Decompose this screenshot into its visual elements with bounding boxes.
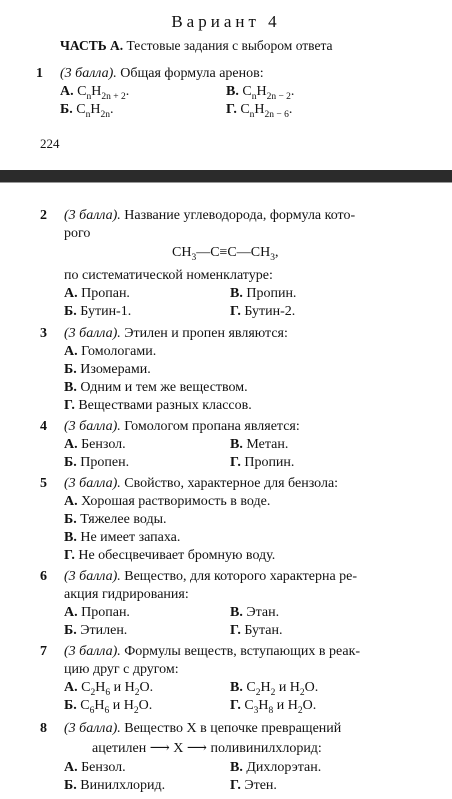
option xyxy=(64,286,130,302)
option-text: Не обесцвечивает бромную воду. xyxy=(78,548,276,563)
part-heading xyxy=(60,38,333,54)
option-letter: Г. xyxy=(230,623,241,638)
question-points: (3 балла). xyxy=(64,644,121,659)
option-text: Веществами разных классов. xyxy=(78,398,252,413)
question-text xyxy=(64,419,300,435)
variant-title: Вариант 4 xyxy=(171,12,281,31)
option-text: Бутан. xyxy=(244,623,283,638)
option xyxy=(64,512,166,528)
reaction-scheme: ацетилен ⟶ X ⟶ поливинилхлорид: xyxy=(92,741,322,756)
option-letter: А. xyxy=(64,437,78,452)
option-text: Этен. xyxy=(244,778,277,793)
question-text xyxy=(64,476,338,492)
option-text: Бензол. xyxy=(81,760,126,775)
option-text: Изомерами. xyxy=(80,362,151,377)
option-text: Пропин. xyxy=(246,286,297,301)
option-letter: Г. xyxy=(230,304,241,319)
question-line: Формулы веществ, вступающих в реак- xyxy=(124,644,361,659)
option-text: Винилхлорид. xyxy=(80,778,166,793)
question-line: Вещество X в цепочке превращений xyxy=(124,721,342,736)
option-text: Гомологами. xyxy=(81,344,157,359)
option-letter: В. xyxy=(230,437,243,452)
option-letter: Г. xyxy=(230,778,241,793)
question-points: (3 балла). xyxy=(64,476,121,491)
formula-rich: $C_2H_6$ и $H_2O$. xyxy=(81,680,154,698)
option-text: Метан. xyxy=(246,437,289,452)
option-letter: В. xyxy=(226,84,239,99)
question-line: Гомологом пропана является: xyxy=(124,419,300,434)
option xyxy=(226,84,294,102)
option xyxy=(60,84,129,102)
question-points: (3 балла). xyxy=(64,326,121,341)
option-text: Пропен. xyxy=(80,455,130,470)
option xyxy=(64,437,126,453)
option-letter: Г. xyxy=(226,102,237,117)
option xyxy=(230,455,294,471)
option xyxy=(64,605,130,621)
option-text: Не имеет запаха. xyxy=(80,530,181,545)
option-text: Бутин-2. xyxy=(244,304,296,319)
option-text: Дихлорэтан. xyxy=(246,760,322,775)
option xyxy=(64,380,248,396)
option-letter: Г. xyxy=(230,455,241,470)
formula-rich: $C_nH_{2n}$. xyxy=(76,102,114,120)
question-number: 3 xyxy=(40,326,47,341)
option-letter: Б. xyxy=(64,512,77,527)
option xyxy=(230,286,296,302)
option-letter: Б. xyxy=(64,778,77,793)
question-text xyxy=(64,208,355,224)
option-letter: В. xyxy=(230,760,243,775)
option-letter: А. xyxy=(64,605,78,620)
question-line: акция гидрирования: xyxy=(64,587,189,602)
formula-rich: $C_6H_6$ и $H_2O$. xyxy=(80,698,153,716)
question-number: 6 xyxy=(40,569,47,584)
part-label: ЧАСТЬ А. xyxy=(60,38,124,53)
option xyxy=(64,760,126,776)
option xyxy=(64,494,270,510)
question-line: Вещество, для которого характерна ре- xyxy=(124,569,358,584)
question-line: Этилен и пропен являются: xyxy=(124,326,288,341)
option xyxy=(230,680,318,698)
question-line: цию друг с другом: xyxy=(64,662,179,677)
question-text xyxy=(60,66,264,82)
option-text: Пропан. xyxy=(81,286,130,301)
option xyxy=(64,778,165,794)
option-text: Тяжелее воды. xyxy=(80,512,167,527)
option xyxy=(64,530,180,546)
formula-rich: $C_nH_{2n + 2}$. xyxy=(77,84,130,102)
page-number: 224 xyxy=(40,136,60,151)
option xyxy=(230,623,283,639)
option xyxy=(230,778,277,794)
option-letter: В. xyxy=(64,380,77,395)
option xyxy=(64,344,156,360)
option xyxy=(230,698,316,716)
question-points: (3 балла). xyxy=(64,721,121,736)
option-letter: Г. xyxy=(64,548,75,563)
option xyxy=(230,605,279,621)
option-letter: А. xyxy=(64,680,78,695)
question-number: 5 xyxy=(40,476,47,491)
option-letter: Г. xyxy=(230,698,241,713)
option-text: Пропан. xyxy=(81,605,130,620)
page-separator xyxy=(0,170,452,182)
question-line: Свойство, характерное для бензола: xyxy=(124,476,339,491)
option-letter: В. xyxy=(230,286,243,301)
question-line: Общая формула аренов: xyxy=(120,66,264,81)
option-text: Этан. xyxy=(246,605,280,620)
option xyxy=(230,437,288,453)
option-letter: Б. xyxy=(64,304,77,319)
option-text: Пропин. xyxy=(244,455,295,470)
question-number: 4 xyxy=(40,419,47,434)
option xyxy=(64,362,151,378)
option-letter: В. xyxy=(64,530,77,545)
option-letter: А. xyxy=(64,344,78,359)
option-letter: Б. xyxy=(64,623,77,638)
formula-rich: $C_2H_2$ и $H_2O$. xyxy=(246,680,319,698)
question-line: по систематической номенклатуре: xyxy=(64,268,273,283)
question-text xyxy=(64,326,288,342)
option-text: Бензол. xyxy=(81,437,126,452)
option xyxy=(64,698,152,716)
question-line: рого xyxy=(64,226,91,241)
option-letter: А. xyxy=(60,84,74,99)
option xyxy=(226,102,292,120)
page-top xyxy=(0,0,452,170)
option-text: Хорошая растворимость в воде. xyxy=(81,494,271,509)
question-points: (3 балла). xyxy=(64,208,121,223)
option-letter: А. xyxy=(64,286,78,301)
option-letter: Б. xyxy=(60,102,73,117)
option xyxy=(64,548,275,564)
option-text: Одним и тем же веществом. xyxy=(80,380,248,395)
option xyxy=(64,398,252,414)
question-text xyxy=(64,644,360,660)
question-points: (3 балла). xyxy=(64,419,121,434)
option-letter: А. xyxy=(64,494,78,509)
formula-rich: $C_3H_8$ и $H_2O$. xyxy=(244,698,317,716)
option-letter: В. xyxy=(230,680,243,695)
option-letter: Б. xyxy=(64,455,77,470)
question-number: 2 xyxy=(40,208,47,223)
option-letter: Г. xyxy=(64,398,75,413)
option xyxy=(60,102,113,120)
option xyxy=(64,623,127,639)
question-points: (3 балла). xyxy=(60,66,117,81)
option-text: Этилен. xyxy=(80,623,128,638)
option-letter: А. xyxy=(64,760,78,775)
question-number: 7 xyxy=(40,644,47,659)
option xyxy=(230,304,295,320)
option xyxy=(64,304,131,320)
question-number: 8 xyxy=(40,721,47,736)
option-letter: В. xyxy=(230,605,243,620)
formula-rich: $C_nH_{2n - 6}$. xyxy=(240,102,293,120)
question-number: 1 xyxy=(36,66,43,81)
option-letter: Б. xyxy=(64,698,77,713)
option xyxy=(230,760,321,776)
option xyxy=(64,455,129,471)
page-bottom xyxy=(0,182,452,799)
option xyxy=(64,680,153,698)
question-text xyxy=(64,569,357,585)
formula-rich: $C_nH_{2n - 2}$. xyxy=(242,84,295,102)
option-letter: Б. xyxy=(64,362,77,377)
question-points: (3 балла). xyxy=(64,569,121,584)
question-text xyxy=(64,721,341,737)
structural-formula: $CH_3—C\equiv C—CH_3$, xyxy=(172,245,279,263)
question-line: Название углеводорода, формула кото- xyxy=(124,208,356,223)
part-text: Тестовые задания с выбором ответа xyxy=(126,38,333,53)
option-text: Бутин-1. xyxy=(80,304,132,319)
